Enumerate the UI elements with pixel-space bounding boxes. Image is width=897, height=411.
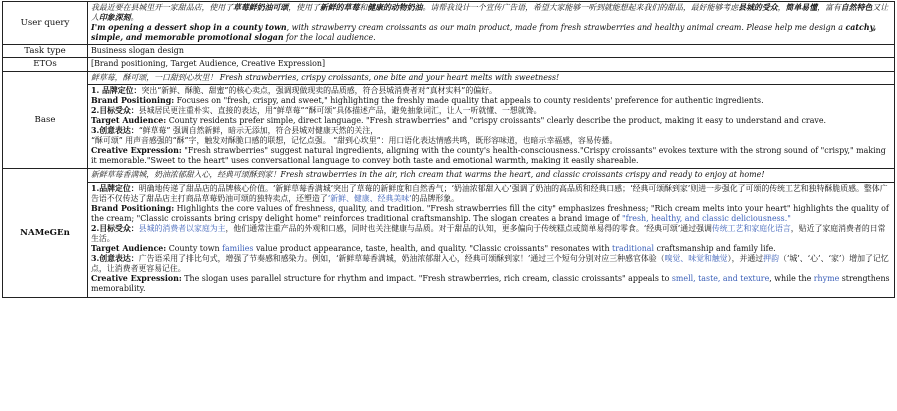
text: 县城居民更注重朴实、直接的表达，用“鲜草莓”“酥可颂”具体描述产品，避免抽象词汇，让人一听就懂、一想就馋。 [138, 105, 542, 115]
base-l1-en [91, 96, 891, 106]
namegen-l3-en [91, 274, 891, 294]
text-bold: 县城的受众 [738, 3, 778, 12]
text-bold: I'm opening a dessert shop in a county town [91, 23, 287, 33]
text: 。请帮我设计一个宣传广告语，希望大家能够一听到就能想起来我们的甜品，最好能够考虑 [422, 3, 739, 12]
label-base: Base [3, 71, 88, 169]
row-etos [3, 58, 895, 71]
task-type-value: Business slogan design [88, 45, 895, 58]
heading: 1.品牌定位： [91, 183, 139, 193]
text-bold: 健康的动物奶油 [367, 3, 423, 12]
text-bold: 新鲜的草莓 [319, 3, 360, 12]
text: ，富有 [817, 3, 841, 12]
heading: Creative Expression: [91, 146, 182, 156]
heading: Brand Positioning: [91, 203, 175, 213]
text: ，贴近了家庭消费者的日常生活。 [91, 223, 886, 243]
text: 突出“新鲜、酥脆、甜蜜”的核心卖点，强调现做现卖的品质感，符合县城消费者对“真材实料”的偏好。 [141, 85, 497, 95]
text: , with strawberry cream croissants as our main product, made from fresh strawberries and healthy animal cream. Please help me design a [286, 23, 846, 33]
heading: Target Audience: [91, 115, 167, 125]
row-task-type [3, 45, 895, 58]
label-namegen: NAMeGEn [3, 169, 88, 297]
text: ，使用了 [288, 3, 320, 12]
base-l1-zh [91, 86, 891, 96]
base-slogan: 鲜草莓，酥可颂，一口甜到心坎里！ Fresh strawberries, crispy croissants, one bite and your heart melts with sweetness! [88, 71, 895, 84]
text: for the local audience. [283, 33, 376, 43]
highlight: 传统工艺和家庭化语言 [711, 223, 791, 233]
text: value product appearance, taste, health, and quality. "Classic croissants" resonates with [253, 244, 613, 254]
heading: 3.创意表达： [91, 126, 139, 136]
highlight: traditional [612, 244, 655, 254]
text-bold: catchy, simple, and memorable promotional slogan [91, 23, 877, 43]
base-l3-zh2: “酥可颂” 用声音感强的“酥”字，触发对酥脆口感的联想，记忆点强。 “甜到心坎里”：用口语化表达情感共鸣，既形容味道，也暗示幸福感，容易传播。 [91, 136, 618, 146]
user-query-en [91, 23, 891, 43]
text: 。 [130, 13, 139, 23]
user-query-zh [91, 3, 891, 23]
text: "Fresh strawberries" suggest natural ingredients, aligning with the county's health-consciousness."Crispy croissants" evokes texture with the strong sound of "crispy," making it memorable."Sweet to the heart" uses conversational language to convey both taste and emotional warmth, making it easily shareable. [91, 146, 886, 166]
highlight: 嗅觉、味觉和触觉 [664, 254, 728, 264]
text: Highlights the core values of freshness, quality, and tradition. "Fresh strawberries fill the city" emphasizes freshness; "Rich cream melts into your heart" highlights the quality of the cream; "Classic croissants bring crispy delight home" reinforces traditional craftsmanship. The slogan creates a brand image of [91, 203, 889, 223]
row-user-query [3, 2, 895, 45]
heading: 2.目标受众： [91, 223, 139, 233]
comparison-table [2, 1, 895, 298]
heading: 3.创意表达： [91, 254, 139, 264]
text: Focuses on "fresh, crispy, and sweet," highlighting the freshly made quality that appeals to county residents' preference for authentic ingredients. [174, 95, 764, 105]
highlight: smell, taste, and texture [671, 274, 770, 284]
highlight: rhyme [813, 274, 840, 284]
highlight: "fresh, healthy, and classic deliciousness." [621, 213, 791, 223]
base-l3-en [91, 146, 891, 166]
text: “鲜草莓” 强调自然新鲜，暗示无添加，符合县城对健康天然的关注， [138, 126, 379, 136]
namegen-l3-zh [91, 254, 891, 274]
text: 又让人 [91, 3, 889, 23]
highlight: 县城的消费者以家庭为主 [138, 223, 226, 233]
heading: Brand Positioning: [91, 95, 175, 105]
namegen-slogan: 新鲜草莓香满城，奶油浓郁甜入心，经典可颂酥到家！Fresh strawberries in the air, rich cream that warms the heart, and classic croissants crispy and ready to enjoy at home! [88, 169, 895, 182]
heading: 1. 品牌定位： [91, 85, 142, 95]
text: The slogan uses parallel structure for rhythm and impact. "Fresh strawberries, rich cream, classic croissants" appeals to [181, 274, 672, 284]
text: , while the [769, 274, 814, 284]
heading: Target Audience: [91, 244, 167, 254]
highlight: families [222, 244, 254, 254]
etos-value: [Brand positioning, Target Audience, Creative Expression] [88, 58, 895, 71]
namegen-explanation [88, 182, 895, 297]
text: ， [777, 3, 786, 12]
label-user-query: User query [3, 2, 88, 45]
highlight: ‘新鲜、健康、经典美味’ [327, 193, 412, 203]
text: strengthens memorability. [91, 274, 890, 294]
text: 广告语采用了排比句式，增强了节奏感和感染力。例如，‘新鲜草莓香满城，奶油浓郁甜入心，经典可颂酥到家！’通过三个短句分别对应三种感官体验（ [138, 254, 665, 264]
namegen-l1-zh [91, 184, 891, 204]
base-explanation [88, 84, 895, 169]
label-etos: ETOs [3, 58, 88, 71]
row-base-slogan [3, 71, 895, 84]
user-query-content [88, 2, 895, 45]
text: ），并通过 [727, 254, 764, 264]
text-bold: 草莓鲜奶油可颂 [233, 3, 289, 12]
text: County town [166, 244, 223, 254]
namegen-l2-en [91, 244, 891, 254]
base-l3-zh [91, 126, 891, 136]
row-namegen-slogan [3, 169, 895, 182]
base-l2-en [91, 116, 891, 126]
namegen-l1-en [91, 204, 891, 224]
base-l2-zh [91, 106, 891, 116]
namegen-l2-zh [91, 224, 891, 244]
text: 我最近要在县城里开一家甜品店，使用了 [91, 3, 234, 12]
heading: Creative Expression: [91, 274, 182, 284]
text: （‘城’、‘心’、‘家’）增加了记忆点，让消费者更容易记住。 [91, 254, 889, 274]
text: 明确地传递了甜品店的品牌核心价值。‘新鲜草莓香满城’突出了草莓的新鲜度和自然香气；‘奶油浓郁甜入心’强调了奶油的高品质和经典口感；‘经典可颂酥到家’则进一步强化了可颂的传统工艺和独特酥脆质感。整体广告语不仅传达了甜品店主打商品草莓奶油可颂的独特卖点，还塑造了 [91, 183, 888, 203]
text: ，他们通常注重产品的外观和口感，同时也关注健康与品质。对于甜品的认知，更多偏向于传统糕点或简单易得的零食。‘经典可颂’通过强调 [225, 223, 712, 233]
heading: 2.目标受众： [91, 105, 139, 115]
text: 和 [359, 3, 368, 12]
text: craftsmanship and family life. [654, 244, 776, 254]
row-base-body [3, 84, 895, 169]
label-task-type: Task type [3, 45, 88, 58]
text-bold: 印象深刻 [98, 13, 131, 23]
comparison-table-wrapper [2, 1, 895, 298]
text-bold: 自然特色 [840, 3, 873, 12]
text-bold: 简单易懂 [785, 3, 818, 12]
text: County residents prefer simple, direct language. "Fresh strawberries" and "crispy croissants" clearly describe the product, making it easy to understand and crave. [166, 115, 827, 125]
highlight: 押韵 [763, 254, 779, 264]
row-namegen-body [3, 182, 895, 297]
text: 的品牌形象。 [411, 193, 460, 203]
